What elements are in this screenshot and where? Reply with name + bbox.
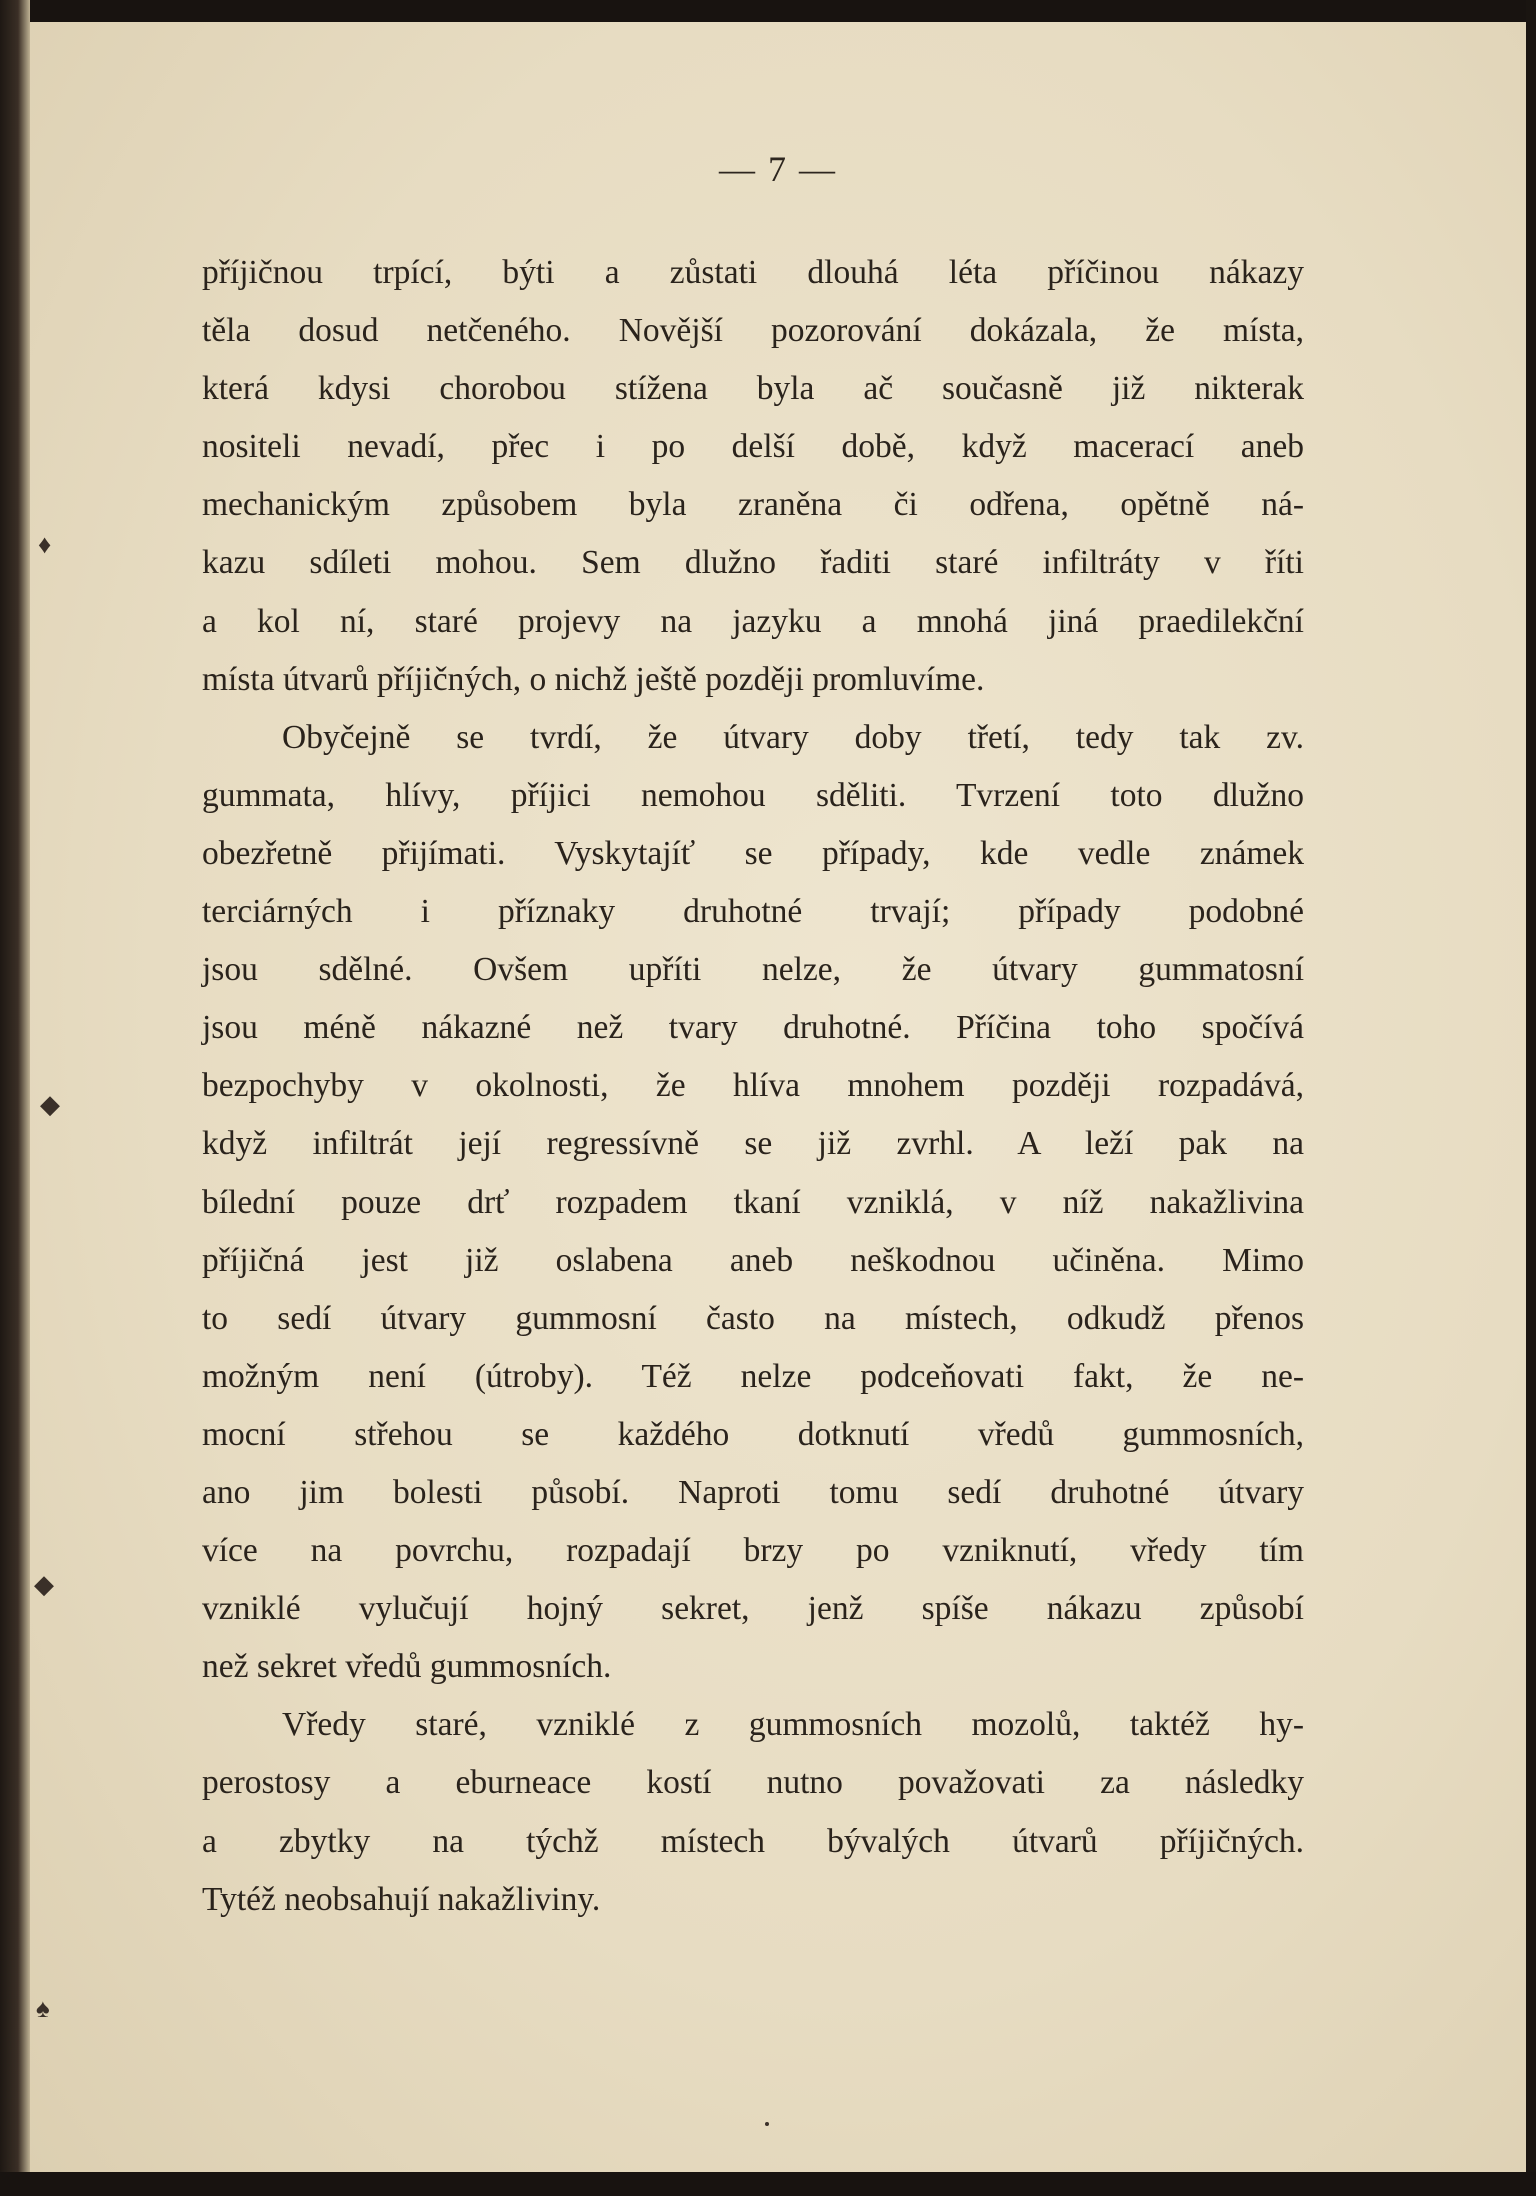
text-line: to sedí útvary gummosní často na místech, odkudž přenos [202,1299,1304,1337]
text-line: než sekret vředů gummosních. [202,1648,612,1686]
text-line: možným není (útroby). Též nelze podceňovati fakt, že ne- [202,1357,1304,1395]
text-line: kazu sdíleti mohou. Sem dlužno řaditi staré infiltráty v říti [202,544,1304,582]
text-line: která kdysi chorobou stížena byla ač současně již nikterak [202,370,1304,408]
book-page [30,22,1526,2172]
margin-ornament-icon: ◆ [34,1570,54,1599]
page-speck [765,2122,769,2126]
text-line: a zbytky na týchž místech bývalých útvarů příjičných. [202,1822,1304,1860]
text-line: příjičná jest již oslabena aneb neškodnou učiněna. Mimo [202,1241,1304,1279]
text-line: mocní střehou se každého dotknutí vředů gummosních, [202,1415,1304,1453]
text-line: mechanickým způsobem byla zraněna či odřena, opětně ná- [202,486,1304,524]
text-line: jsou méně nákazné než tvary druhotné. Příčina toho spočívá [202,1009,1304,1047]
scan-right-edge [1526,0,1536,2196]
text-line: bílední pouze drť rozpadem tkaní vzniklá, v níž nakažlivina [202,1183,1304,1221]
text-line: perostosy a eburneace kostí nutno považovati za následky [202,1764,1304,1802]
margin-ornament-icon: ◆ [40,1090,60,1119]
text-line: Vředy staré, vzniklé z gummosních mozolů, taktéž hy- [282,1706,1304,1744]
text-line: ano jim bolesti působí. Naproti tomu sedí druhotné útvary [202,1473,1304,1511]
page-number: — 7 — [719,149,837,189]
scan-bottom-edge [0,2172,1536,2196]
body-text [202,244,1304,1929]
margin-ornament-icon: ♠ [36,1994,50,2023]
text-line: místa útvarů příjičných, o nichž ještě později promluvíme. [202,660,985,698]
text-line: příjičnou trpící, býti a zůstati dlouhá léta příčinou nákazy [202,254,1304,291]
text-line: více na povrchu, rozpadají brzy po vzniknutí, vředy tím [202,1532,1304,1570]
text-line: těla dosud netčeného. Novější pozorování dokázala, že místa, [202,312,1304,350]
text-line: Tytéž neobsahují nakažliviny. [202,1880,601,1918]
text-line: jsou sdělné. Ovšem upříti nelze, že útvary gummatosní [202,951,1304,989]
text-line: bezpochyby v okolnosti, že hlíva mnohem později rozpadává, [202,1067,1304,1105]
text-line: obezřetně přijímati. Vyskytajíť se případy, kde vedle známek [202,834,1304,872]
text-line: vzniklé vylučují hojný sekret, jenž spíše nákazu způsobí [202,1590,1304,1628]
text-line: Obyčejně se tvrdí, že útvary doby třetí, tedy tak zv. [282,718,1304,756]
text-line: gummata, hlívy, příjici nemohou sděliti. Tvrzení toto dlužno [202,776,1304,814]
text-line: a kol ní, staré projevy na jazyku a mnohá jiná praedilekční [202,602,1304,640]
text-line: terciárných i příznaky druhotné trvají; případy podobné [202,893,1304,931]
margin-ornament-icon: ♦ [38,530,52,559]
scan-top-edge [0,0,1536,22]
book-spine [0,0,30,2196]
text-line: když infiltrát její regressívně se již zvrhl. A leží pak na [202,1125,1304,1163]
text-line: nositeli nevadí, přec i po delší době, když macerací aneb [202,428,1304,466]
